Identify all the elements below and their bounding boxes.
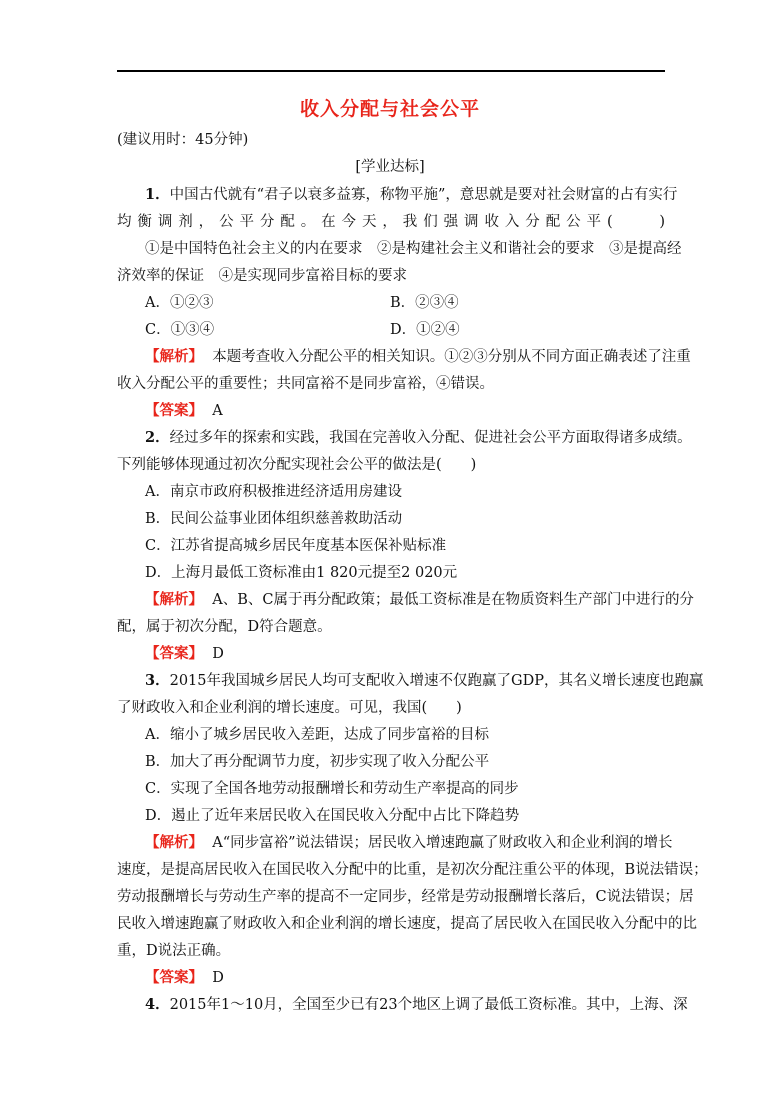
q1-analysis-line2: 收入分配公平的重要性；共同富裕不是同步富裕，④错误。 xyxy=(117,376,494,392)
answer-label: 【答案】 xyxy=(145,969,203,986)
q3-analysis-line4: 民收入增速跑赢了财政收入和企业利润的增长速度，提高了居民收入在国民收入分配中的比 xyxy=(117,916,697,932)
analysis-label: 【解析】 xyxy=(145,591,203,608)
q1-choice-a: A．①②③ xyxy=(145,295,214,311)
answer-label: 【答案】 xyxy=(145,402,203,419)
q1-number: 1． xyxy=(145,186,170,203)
q1-choice-d: D．①②④ xyxy=(390,322,460,338)
page-title: 收入分配与社会公平 xyxy=(299,98,480,120)
q2-choice-c: C．江苏省提高城乡居民年度基本医保补贴标准 xyxy=(145,538,447,554)
q3-choice-b: B．加大了再分配调节力度，初步实现了收入分配公平 xyxy=(145,754,490,770)
suggested-time: (建议用时：45分钟) xyxy=(117,132,249,148)
q1-options-line2: 济效率的保证 ④是实现同步富裕目标的要求 xyxy=(117,268,407,284)
q2-answer: 【答案】 D xyxy=(145,645,224,662)
analysis-label: 【解析】 xyxy=(145,348,203,365)
q3-choice-d: D．遏止了近年来居民收入在国民收入分配中占比下降趋势 xyxy=(145,808,520,824)
q1-stem-line2: 均衡调剂，公平分配。在今天，我们强调收入分配公平( ) xyxy=(117,214,665,230)
answer-label: 【答案】 xyxy=(145,645,203,662)
q4-number: 4． xyxy=(145,996,170,1013)
analysis-label: 【解析】 xyxy=(145,834,203,851)
q3-choice-a: A．缩小了城乡居民收入差距，达成了同步富裕的目标 xyxy=(145,727,489,743)
q1-answer: 【答案】 A xyxy=(145,402,223,419)
q1-stem-line1: 1．中国古代就有“君子以衰多益寡，称物平施”，意思就是要对社会财富的占有实行 xyxy=(145,186,678,203)
q3-analysis-line5: 重，D说法正确。 xyxy=(117,943,231,959)
q1-analysis-line1: 【解析】 本题考查收入分配公平的相关知识。①②③分别从不同方面正确表述了注重 xyxy=(145,348,691,365)
q3-answer: 【答案】 D xyxy=(145,969,224,986)
q1-options-line1: ①是中国特色社会主义的内在要求 ②是构建社会主义和谐社会的要求 ③是提高经 xyxy=(145,241,682,257)
q1-choice-b: B．②③④ xyxy=(390,295,459,311)
header-rule xyxy=(117,70,665,72)
q4-stem-line1: 4．2015年1～10月，全国至少已有23个地区上调了最低工资标准。其中，上海、深 xyxy=(145,996,688,1013)
q3-number: 3． xyxy=(145,672,170,689)
q2-number: 2． xyxy=(145,429,170,446)
q2-choice-b: B．民间公益事业团体组织慈善救助活动 xyxy=(145,511,403,527)
q3-analysis-line1: 【解析】 A“同步富裕”说法错误；居民收入增速跑赢了财政收入和企业利润的增长 xyxy=(145,834,673,851)
q1-choice-c: C．①③④ xyxy=(145,322,215,338)
q2-analysis-line2: 配，属于初次分配，D符合题意。 xyxy=(117,619,332,635)
q2-choice-d: D．上海月最低工资标准由1 820元提至2 020元 xyxy=(145,565,458,581)
q3-analysis-line3: 劳动报酬增长与劳动生产率的提高不一定同步，经常是劳动报酬增长落后，C说法错误；居 xyxy=(117,889,694,905)
q2-choice-a: A．南京市政府积极推进经济适用房建设 xyxy=(145,484,402,500)
q3-choice-c: C．实现了全国各地劳动报酬增长和劳动生产率提高的同步 xyxy=(145,781,519,797)
q3-stem-line1: 3．2015年我国城乡居民人均可支配收入增速不仅跑赢了GDP，其名义增长速度也跑赢 xyxy=(145,672,704,689)
section-heading: [学业达标] xyxy=(355,159,425,175)
q3-stem-line2: 了财政收入和企业利润的增长速度。可见，我国( ) xyxy=(117,700,462,716)
q3-analysis-line2: 速度，是提高居民收入在国民收入分配中的比重，是初次分配注重公平的体现，B说法错误； xyxy=(117,862,708,878)
q2-stem-line1: 2．经过多年的探索和实践，我国在完善收入分配、促进社会公平方面取得诸多成绩。 xyxy=(145,429,692,446)
q2-analysis-line1: 【解析】 A、B、C属于再分配政策；最低工资标准是在物质资料生产部门中进行的分 xyxy=(145,591,694,608)
q2-stem-line2: 下列能够体现通过初次分配实现社会公平的做法是( ) xyxy=(117,457,477,473)
